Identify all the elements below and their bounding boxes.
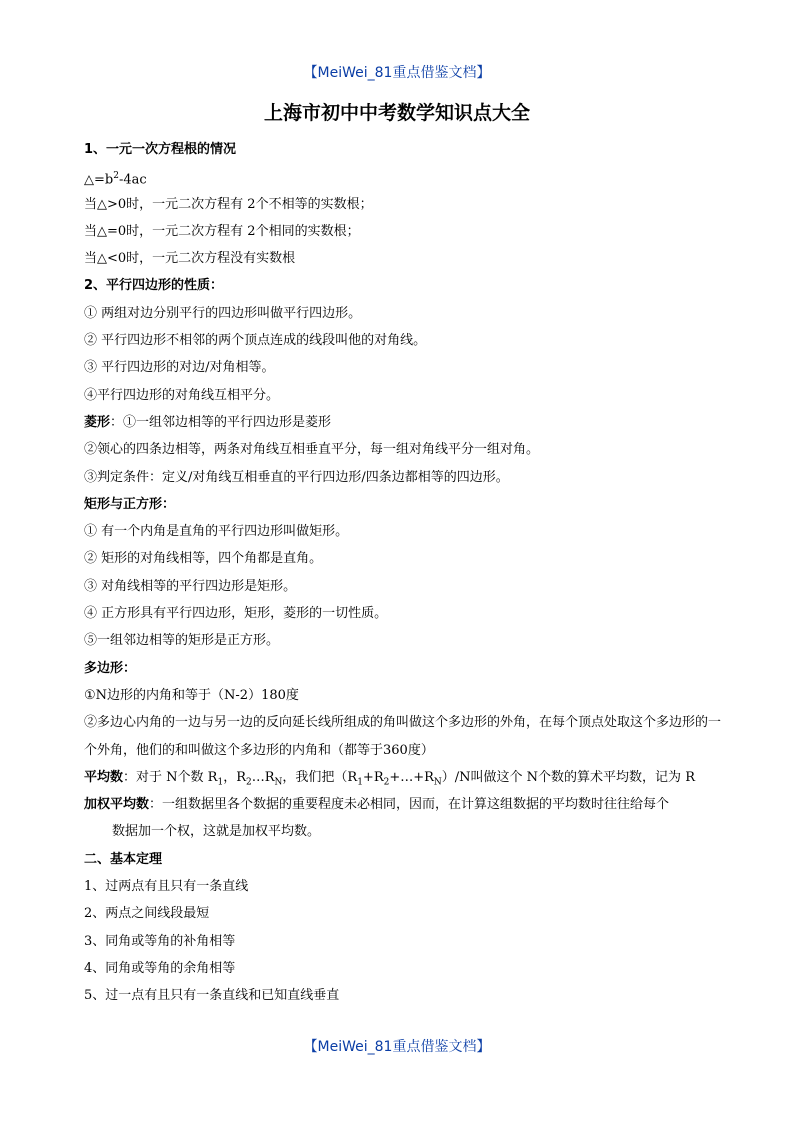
text-part: ）/N叫做这个 N个数的算术平均数，记为 R [441, 769, 695, 785]
text-line: ①N边形的内角和等于（N-2）180度 [84, 687, 299, 703]
list-item: ③ 平行四边形的对边/对角相等。 [84, 360, 275, 376]
text-part: ，我们把（R [282, 769, 358, 785]
list-item: ③ 对角线相等的平行四边形是矩形。 [84, 578, 297, 594]
formula-part: -4ac [118, 172, 147, 188]
text-line: ②领心的四条边相等，两条对角线互相垂直平分，每一组对角线平分一组对角。 [84, 442, 540, 458]
text-line [84, 791, 724, 818]
subscript: 2 [245, 777, 252, 788]
list-item: 1、过两点有且只有一条直线 [84, 879, 249, 895]
term-definition: ：①一组邻边相等的平行四边形是菱形 [110, 414, 332, 430]
text-line [84, 764, 724, 791]
list-item: ⑤一组邻边相等的矩形是正方形。 [84, 633, 280, 649]
document-body [84, 136, 724, 1010]
header-banner: 【MeiWei_81重点借鉴文档】 [303, 65, 491, 81]
text-part: +R [362, 769, 384, 785]
term-label: 菱形 [84, 414, 111, 430]
text-line [84, 409, 724, 436]
list-item: ① 两组对边分别平行的四边形叫做平行四边形。 [84, 305, 362, 321]
formula-part: △=b [84, 172, 114, 188]
formula-line [84, 163, 724, 190]
document-title: 上海市初中中考数学知识点大全 [263, 102, 530, 124]
text-paragraph: ②多边心内角的一边与另一边的反向延长线所组成的角叫做这个多边形的外角，在每个顶点处取这个多边形的一个外角，他们的和叫做这个多边形的内角和（都等于360度） [84, 715, 722, 758]
list-item: ① 有一个内角是直角的平行四边形叫做矩形。 [84, 524, 349, 540]
list-item: 3、同角或等角的补角相等 [84, 933, 236, 949]
formula-exponent: 2 [113, 171, 119, 182]
text-part: ：对于 N个数 R [123, 769, 218, 785]
text-part: ，R [223, 769, 246, 785]
term-label: 平均数 [84, 769, 124, 785]
subsection-heading: 矩形与正方形： [84, 496, 176, 512]
subscript: 1 [357, 777, 363, 788]
list-item: ② 矩形的对角线相等，四个角都是直角。 [84, 551, 323, 567]
text-line: 当△=0时，一元二次方程有 2个相同的实数根； [84, 223, 360, 239]
subscript: 1 [217, 777, 224, 788]
section-heading: 二、基本定理 [84, 851, 163, 867]
section-heading: 1、一元一次方程根的情况 [84, 142, 237, 157]
text-line: ③判定条件：定义/对角线互相垂直的平行四边形/四条边都相等的四边形。 [84, 469, 509, 485]
list-item: 5、过一点有且只有一条直线和已知直线垂直 [84, 988, 340, 1004]
subscript: N [433, 777, 442, 788]
subscript: 2 [383, 777, 390, 788]
text-part: …R [251, 769, 275, 785]
footer-banner: 【MeiWei_81重点借鉴文档】 [303, 1039, 491, 1055]
list-item: 4、同角或等角的余角相等 [84, 960, 236, 976]
list-item: ④平行四边形的对角线互相平分。 [84, 387, 280, 403]
text-line: 数据加一个权，这就是加权平均数。 [112, 824, 321, 840]
subsection-heading: 多边形： [84, 660, 137, 676]
list-item: ② 平行四边形不相邻的两个顶点连成的线段叫他的对角线。 [84, 333, 427, 349]
subscript: N [274, 777, 283, 788]
text-line: 当△>0时，一元二次方程有 2个不相等的实数根； [84, 196, 373, 212]
text-part: +…+R [389, 769, 434, 785]
section-heading: 2、平行四边形的性质： [84, 278, 224, 294]
term-definition: ：一组数据里各个数据的重要程度未必相同，因而，在计算这组数据的平均数时往往给每个 [149, 797, 670, 813]
text-line: 当△<0时，一元二次方程没有实数根 [84, 251, 296, 267]
list-item: ④ 正方形具有平行四边形，矩形，菱形的一切性质。 [84, 606, 388, 622]
list-item: 2、两点之间线段最短 [84, 906, 210, 922]
term-label: 加权平均数 [84, 797, 150, 813]
